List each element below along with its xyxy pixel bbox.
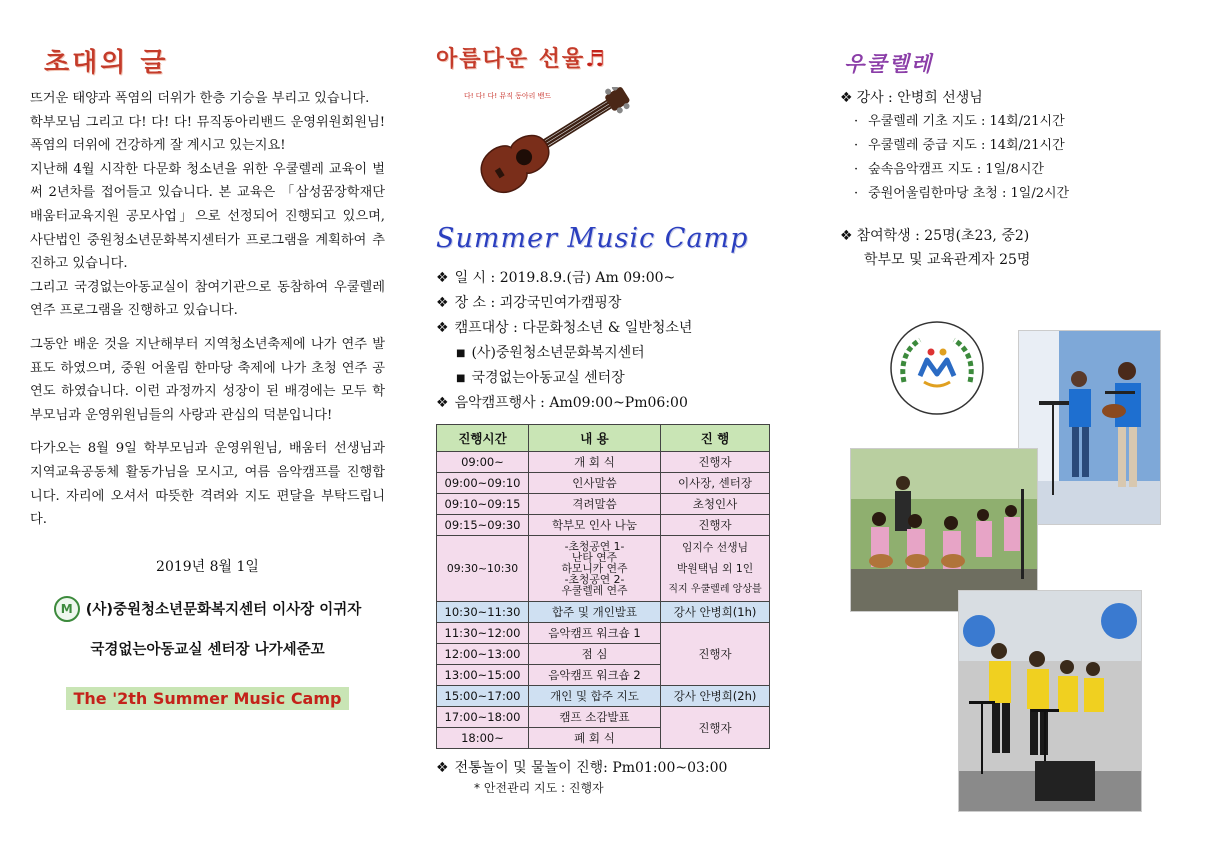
detail-value: 괴강국민여가캠핑장 xyxy=(499,295,622,311)
detail-value: Am09:00~Pm06:00 xyxy=(549,395,688,411)
column-header: 내 용 xyxy=(529,425,661,452)
content-line: 하모니카 연주 xyxy=(561,562,628,575)
time-cell: 10:30~11:30 xyxy=(437,602,529,623)
host-cell: 강사 안병희(2h) xyxy=(661,686,770,707)
course-item xyxy=(840,134,1180,158)
table-row xyxy=(437,494,770,515)
organizer-item xyxy=(436,341,781,366)
diamond-bullet-icon: ❖ xyxy=(840,228,853,244)
event-details xyxy=(436,266,781,416)
host-line: 임지수 선생님 xyxy=(681,541,748,554)
detail-target: ❖ 캠프대상 : 다문화청소년 & 일반청소년 xyxy=(436,320,693,336)
time-cell: 15:00~17:00 xyxy=(437,686,529,707)
festival-photo-icon xyxy=(959,591,1142,812)
content-cell: 합주 및 개인발표 xyxy=(529,602,661,623)
table-row xyxy=(437,536,770,602)
detail-label: 장 소 xyxy=(454,295,487,311)
middle-dot-icon: · xyxy=(854,162,859,177)
invitation-date: 2019년 8월 1일 xyxy=(156,558,259,575)
extra-activity-text: 전통놀이 및 물놀이 진행: Pm01:00~03:00 xyxy=(454,760,728,776)
diamond-bullet-icon: ❖ xyxy=(840,90,853,106)
ukulele-column xyxy=(840,48,1180,272)
host-cell: 진행자 xyxy=(661,707,770,749)
instructor-line xyxy=(840,86,1180,110)
performance-photo-icon xyxy=(1019,331,1161,525)
column-header: 진행시간 xyxy=(437,425,529,452)
host-cell xyxy=(661,536,770,602)
content-cell xyxy=(529,536,661,602)
time-cell: 09:00~09:10 xyxy=(437,473,529,494)
detail-event-time: ❖ 음악캠프행사 : Am09:00~Pm06:00 xyxy=(436,395,688,411)
table-row xyxy=(437,686,770,707)
host-line: 박원택님 외 1인 xyxy=(676,562,754,575)
content-line: 난타 연주 xyxy=(571,551,618,564)
table-row xyxy=(437,707,770,728)
invitation-paragraph: 다가오는 8월 9일 학부모님과 운영위원님, 배움터 선생님과 지역교육공동체 활동가님을 모시고, 여름 음악캠프를 진행합니다. 자리에 오셔서 따뜻한 격려와 지도 편달을 부탁드립니다. xyxy=(30,441,385,528)
table-row xyxy=(437,623,770,644)
invitation-title: 초대의 글 xyxy=(44,48,169,78)
group-photo-icon xyxy=(851,449,1038,612)
time-cell: 12:00~13:00 xyxy=(437,644,529,665)
table-row xyxy=(437,452,770,473)
course-text: 중원어울림한마당 초청 : 1일/2시간 xyxy=(868,186,1070,201)
square-bullet-icon: ■ xyxy=(456,348,466,359)
organizer-name: 국경없는아동교실 센터장 xyxy=(471,370,625,386)
invitation-paragraph: 학부모님 그리고 다! 다! 다! 뮤직동아리밴드 운영위원회원님! 폭염의 더위에 건강하게 잘 계시고 있는지요! xyxy=(30,114,385,154)
ukulele-title: 우쿨렐레 xyxy=(844,52,934,76)
extra-activity xyxy=(436,757,781,777)
participants-text: 참여학생 : 25명(초23, 중2) xyxy=(856,228,1030,244)
festival-performance-photo xyxy=(958,590,1142,812)
music-note-icon: ♬ xyxy=(585,47,607,72)
invitation-paragraph: 그리고 국경없는아동교실이 참여기관으로 동참하여 우쿨렐레 연주 프로그램을 진행하고 있습니다. xyxy=(30,279,385,319)
time-cell: 17:00~18:00 xyxy=(437,707,529,728)
time-cell: 18:00~ xyxy=(437,728,529,749)
time-cell: 09:00~ xyxy=(437,452,529,473)
signature-line-1 xyxy=(30,596,385,622)
stage-performance-photo xyxy=(1018,330,1161,525)
detail-value: 다문화청소년 & 일반청소년 xyxy=(522,320,693,336)
instructor-text: 강사 : 안병희 선생님 xyxy=(856,90,983,106)
diamond-bullet-icon: ❖ xyxy=(436,395,449,411)
participants-line-2: 학부모 및 교육관계자 25명 xyxy=(864,252,1031,268)
invitation-paragraph: 뜨거운 태양과 폭염의 더위가 한층 기승을 부리고 있습니다. xyxy=(30,91,370,106)
organizer-item xyxy=(436,366,781,391)
content-cell: 개인 및 합주 지도 xyxy=(529,686,661,707)
host-cell: 초청인사 xyxy=(661,494,770,515)
invitation-column xyxy=(30,42,385,710)
table-header-row xyxy=(437,425,770,452)
content-cell: 점 심 xyxy=(529,644,661,665)
content-cell: 음악캠프 워크숍 1 xyxy=(529,623,661,644)
invitation-paragraph: 그동안 배운 것을 지난해부터 지역청소년축제에 나가 연주 발표도 하였으며, 중원 어울림 한마당 축제에 나가 초청 연주 공연도 하였습니다. 이런 과정까지 성장이 된 배경에는 모두 학부모님과 운영위원님들의 사랑과 관심의 덕분입니다! xyxy=(30,336,385,423)
participants-line xyxy=(840,224,1180,248)
camp-title: Summer Music Camp xyxy=(436,223,749,254)
signature-line-2: 국경없는아동교실 센터장 나가세준꼬 xyxy=(90,641,325,658)
program-column xyxy=(436,42,781,796)
course-item xyxy=(840,110,1180,134)
host-line: 직지 우쿨렐레 앙상블 xyxy=(668,584,762,595)
time-cell: 09:30~10:30 xyxy=(437,536,529,602)
group-ukulele-photo xyxy=(850,448,1038,612)
middle-dot-icon: · xyxy=(854,114,859,129)
content-cell: 폐 회 식 xyxy=(529,728,661,749)
content-cell: 격려말씀 xyxy=(529,494,661,515)
time-cell: 09:10~09:15 xyxy=(437,494,529,515)
square-bullet-icon: ■ xyxy=(456,373,466,384)
ukulele-icon xyxy=(456,87,636,205)
detail-place: ❖ 장 소 : 괴강국민여가캠핑장 xyxy=(436,295,622,311)
column-header: 진 행 xyxy=(661,425,770,452)
content-line: -초청공연 2- xyxy=(564,573,625,586)
schedule-table xyxy=(436,424,770,749)
course-text: 우쿨렐레 기초 지도 : 14회/21시간 xyxy=(868,114,1065,129)
detail-label: 캠프대상 xyxy=(454,320,509,336)
ukulele-image-caption: 다! 다! 다! 뮤직 동아리 밴드 xyxy=(464,92,552,100)
safety-note: * 안전관리 지도 : 진행자 xyxy=(474,781,604,795)
middle-dot-icon: · xyxy=(854,186,859,201)
content-line: -초청공연 1- xyxy=(564,540,625,553)
detail-value: 2019.8.9.(금) Am 09:00~ xyxy=(499,270,676,286)
host-cell: 진행자 xyxy=(661,452,770,473)
content-cell: 개 회 식 xyxy=(529,452,661,473)
course-text: 우쿨렐레 중급 지도 : 14회/21시간 xyxy=(868,138,1065,153)
host-cell: 강사 안병희(1h) xyxy=(661,602,770,623)
time-cell: 11:30~12:00 xyxy=(437,623,529,644)
program-title-text: 아름다운 선율 xyxy=(436,47,586,72)
course-text: 숲속음악캠프 지도 : 1일/8시간 xyxy=(868,162,1044,177)
content-cell: 인사말씀 xyxy=(529,473,661,494)
camp-banner: The '2th Summer Music Camp xyxy=(66,687,350,710)
diamond-bullet-icon: ❖ xyxy=(436,270,449,286)
course-item xyxy=(840,158,1180,182)
banner-wrapper xyxy=(30,687,385,710)
course-item xyxy=(840,182,1180,206)
program-title xyxy=(436,42,781,73)
detail-label: 일 시 xyxy=(454,270,487,286)
detail-label: 음악캠프행사 xyxy=(454,395,536,411)
laurel-logo-icon xyxy=(882,320,992,416)
content-cell: 학부모 인사 나눔 xyxy=(529,515,661,536)
ukulele-image xyxy=(456,87,636,205)
diamond-bullet-icon: ❖ xyxy=(436,320,449,336)
middle-dot-icon: · xyxy=(854,138,859,153)
table-row xyxy=(437,602,770,623)
diamond-bullet-icon: ❖ xyxy=(436,295,449,311)
organizer-name: (사)중원청소년문화복지센터 xyxy=(471,345,645,361)
time-cell: 09:15~09:30 xyxy=(437,515,529,536)
table-row xyxy=(437,515,770,536)
host-cell: 진행자 xyxy=(661,623,770,686)
detail-date: ❖ 일 시 : 2019.8.9.(금) Am 09:00~ xyxy=(436,270,676,286)
diamond-bullet-icon: ❖ xyxy=(436,760,449,776)
invitation-paragraph: 지난해 4월 시작한 다문화 청소년을 위한 우쿨렐레 교육이 벌써 2년차를 접어들고 있습니다. 본 교육은 「삼성꿈장학재단 배움터교육지원 공모사업」으로 선정되어 진행되고 있으며, 사단법인 중원청소년문화복지센터가 프로그램을 계획하여 추진하고 있습니다. xyxy=(30,161,385,272)
content-cell: 캠프 소감발표 xyxy=(529,707,661,728)
host-cell: 이사장, 센터장 xyxy=(661,473,770,494)
host-cell: 진행자 xyxy=(661,515,770,536)
signature-text-1: (사)중원청소년문화복지센터 이사장 이귀자 xyxy=(85,602,362,619)
organization-logo-icon: M xyxy=(54,596,80,622)
content-cell: 음악캠프 워크숍 2 xyxy=(529,665,661,686)
table-row xyxy=(437,473,770,494)
time-cell: 13:00~15:00 xyxy=(437,665,529,686)
content-line: 우쿨렐레 연주 xyxy=(561,584,628,597)
organization-logo xyxy=(882,320,992,416)
